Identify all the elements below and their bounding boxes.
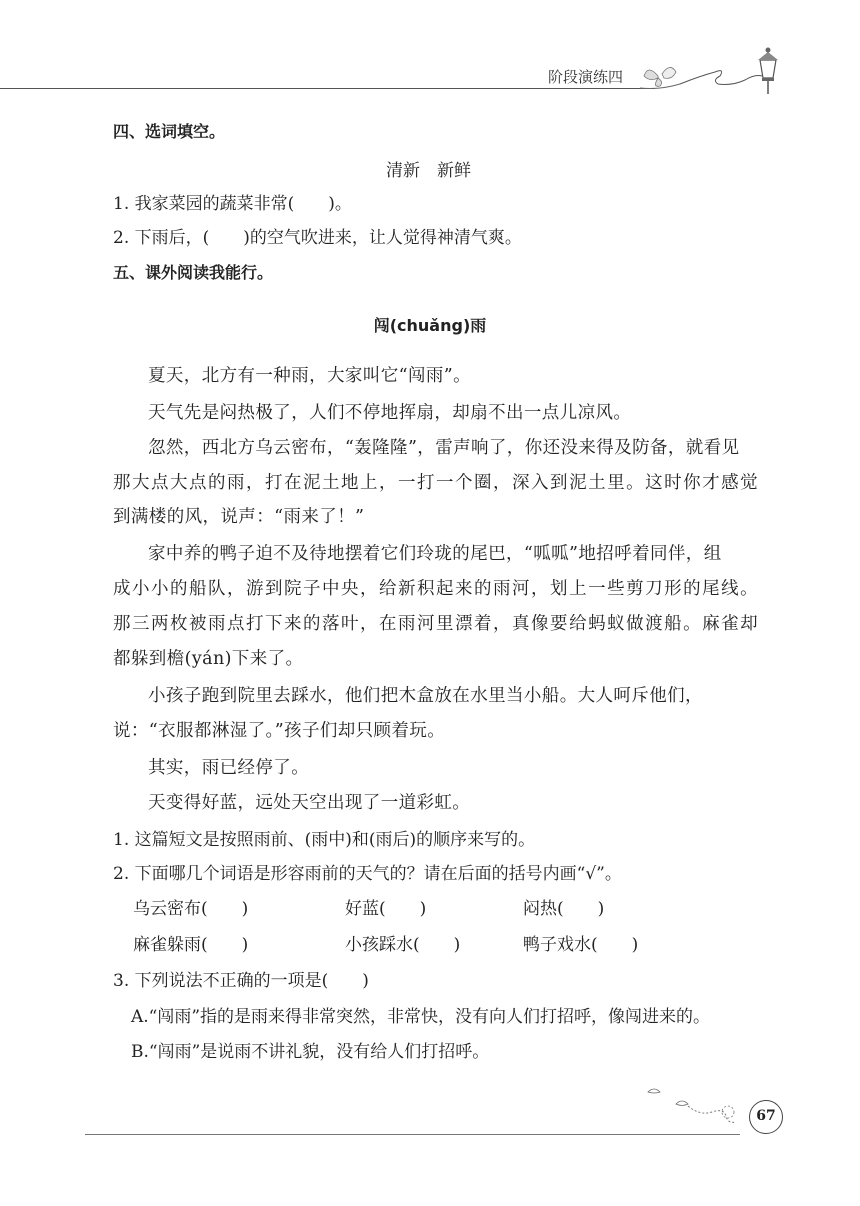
story-line: 天变得好蓝，远处天空出现了一道彩虹。 (148, 793, 471, 813)
story-line: 其实，雨已经停了。 (148, 758, 310, 778)
story-line: 家中养的鸭子迫不及待地摆着它们玲珑的尾巴，“呱呱”地招呼着同伴，组 (148, 544, 722, 564)
section4-heading: 四、选词填空。 (113, 122, 226, 141)
header-title: 阶段演练四 (548, 68, 624, 86)
story-line: 到满楼的风，说声：“雨来了！” (113, 507, 365, 527)
footer-rule (85, 1134, 740, 1135)
q2-option: 小孩踩水( ) (345, 935, 461, 955)
butterfly-lamp-ornament-icon (640, 46, 790, 106)
story-line: 那大点大点的雨，打在泥土地上，一打一个圈，深入到泥土里。这时你才感觉 (113, 473, 758, 493)
section5-heading: 五、课外阅读我能行。 (113, 263, 274, 282)
story-title-text: 闯(chuǎng)雨 (373, 316, 487, 335)
q3-option-b: B.“闯雨”是说雨不讲礼貌，没有给人们打招呼。 (131, 1042, 490, 1062)
header-rule (0, 88, 655, 89)
q2-option: 闷热( ) (523, 899, 605, 919)
bird-swirl-ornament-icon (640, 1082, 750, 1132)
story-line: 说：“衣服都淋湿了。”孩子们却只顾着玩。 (113, 721, 446, 741)
section4-question-2: 2. 下雨后，( )的空气吹进来，让人觉得神清气爽。 (113, 228, 522, 248)
q3-option-a: A.“闯雨”指的是雨来得非常突然，非常快，没有向人们打招呼，像闯进来的。 (131, 1007, 711, 1027)
section5-question-3: 3. 下列说法不正确的一项是( ) (113, 971, 369, 991)
story-line: 天气先是闷热极了，人们不停地挥扇，却扇不出一点儿凉风。 (148, 403, 632, 423)
q2-option: 乌云密布( ) (133, 899, 249, 919)
section5-question-2: 2. 下面哪几个词语是形容雨前的天气的？请在后面的括号内画“√”。 (113, 864, 622, 884)
story-line: 那三两枚被雨点打下来的落叶，在雨河里漂着，真像要给蚂蚁做渡船。麻雀却 (113, 614, 758, 634)
word-choices: 清新 新鲜 (386, 161, 471, 181)
q2-option: 麻雀躲雨( ) (133, 935, 249, 955)
story-title (0, 313, 860, 336)
page-number: 67 (749, 1100, 783, 1134)
q2-option: 鸭子戏水( ) (523, 935, 639, 955)
story-line: 小孩子跑到院里去踩水，他们把木盒放在水里当小船。大人呵斥他们， (148, 686, 703, 706)
section4-question-1: 1. 我家菜园的蔬菜非常( )。 (113, 194, 352, 214)
story-line: 夏天，北方有一种雨，大家叫它“闯雨”。 (148, 366, 471, 386)
story-line: 都躲到檐(yán)下来了。 (113, 649, 304, 669)
q2-option: 好蓝( ) (345, 899, 427, 919)
story-line: 成小小的船队，游到院子中央，给新积起来的雨河，划上一些剪刀形的尾线。 (113, 579, 758, 599)
story-line: 忽然，西北方乌云密布，“轰隆隆”，雷声响了，你还没来得及防备，就看见 (148, 438, 740, 458)
section5-question-1: 1. 这篇短文是按照雨前、(雨中)和(雨后)的顺序来写的。 (113, 830, 536, 850)
